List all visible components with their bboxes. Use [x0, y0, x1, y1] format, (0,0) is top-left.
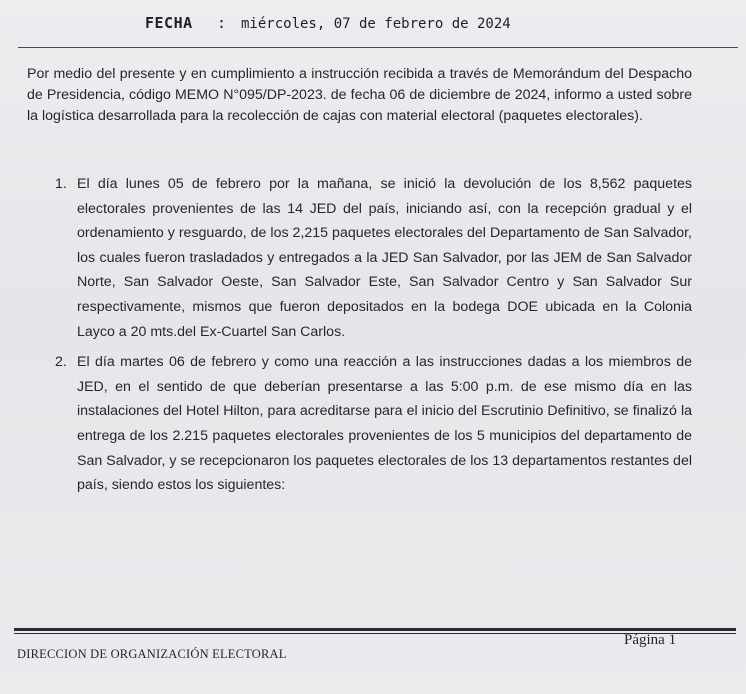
- list-item-text: El día lunes 05 de febrero por la mañana, se inició la devolución de los 8,562 paquetes electorales provenientes de las 14 JED del país, iniciando así, con la recepción gradual y el ordenamiento y resguardo, de los 2,215 paquetes electorales del Departamento de San Salvador, los cuales fueron trasladados y entregados a la JED San Salvador, por las JEM de San Salvador Norte, San Salvador Oeste, San Salvador Este, San Salvador Centro y San Salvador Sur respectivamente, mismos que fueron depositados en la bodega DOE ubicada en la Colonia Layco a 20 mts.del Ex-Cuartel San Carlos.: [77, 176, 692, 340]
- list-item-number: 2.: [55, 354, 67, 371]
- date-value: miércoles, 07 de febrero de 2024: [241, 16, 511, 32]
- date-header: [145, 14, 511, 32]
- intro-paragraph: Por medio del presente y en cumplimiento a instrucción recibida a través de Memorándum del Despacho de Presidencia, código MEMO N°095/DP-2023. de fecha 06 de diciembre de 2024, informo a usted sobre la logística desarrollada para la recolección de cajas con material electoral (paquetes electorales).: [27, 66, 692, 124]
- numbered-list: [27, 172, 692, 498]
- list-item-text: El día martes 06 de febrero y como una reacción a las instrucciones dadas a los miembros de JED, en el sentido de que deberían presentarse a las 5:00 p.m. de ese mismo día en las instalaciones del Hotel Hilton, para acreditarse para el inicio del Escrutinio Definitivo, se finalizó la entrega de los 2.215 paquetes electorales provenientes de los 5 municipios del departamento de San Salvador, y se recepcionaron los paquetes electorales de los 13 departamentos restantes del país, siendo estos los siguientes:: [77, 354, 692, 494]
- date-colon: :: [217, 14, 227, 32]
- footer-department: DIRECCION DE ORGANIZACIÓN ELECTORAL: [17, 647, 287, 661]
- header-divider: [18, 47, 738, 48]
- list-item-number: 1.: [55, 176, 67, 192]
- page-number: Página 1: [624, 632, 677, 648]
- list-item: [27, 172, 692, 344]
- list-item: [27, 350, 692, 498]
- date-label: FECHA: [145, 14, 193, 32]
